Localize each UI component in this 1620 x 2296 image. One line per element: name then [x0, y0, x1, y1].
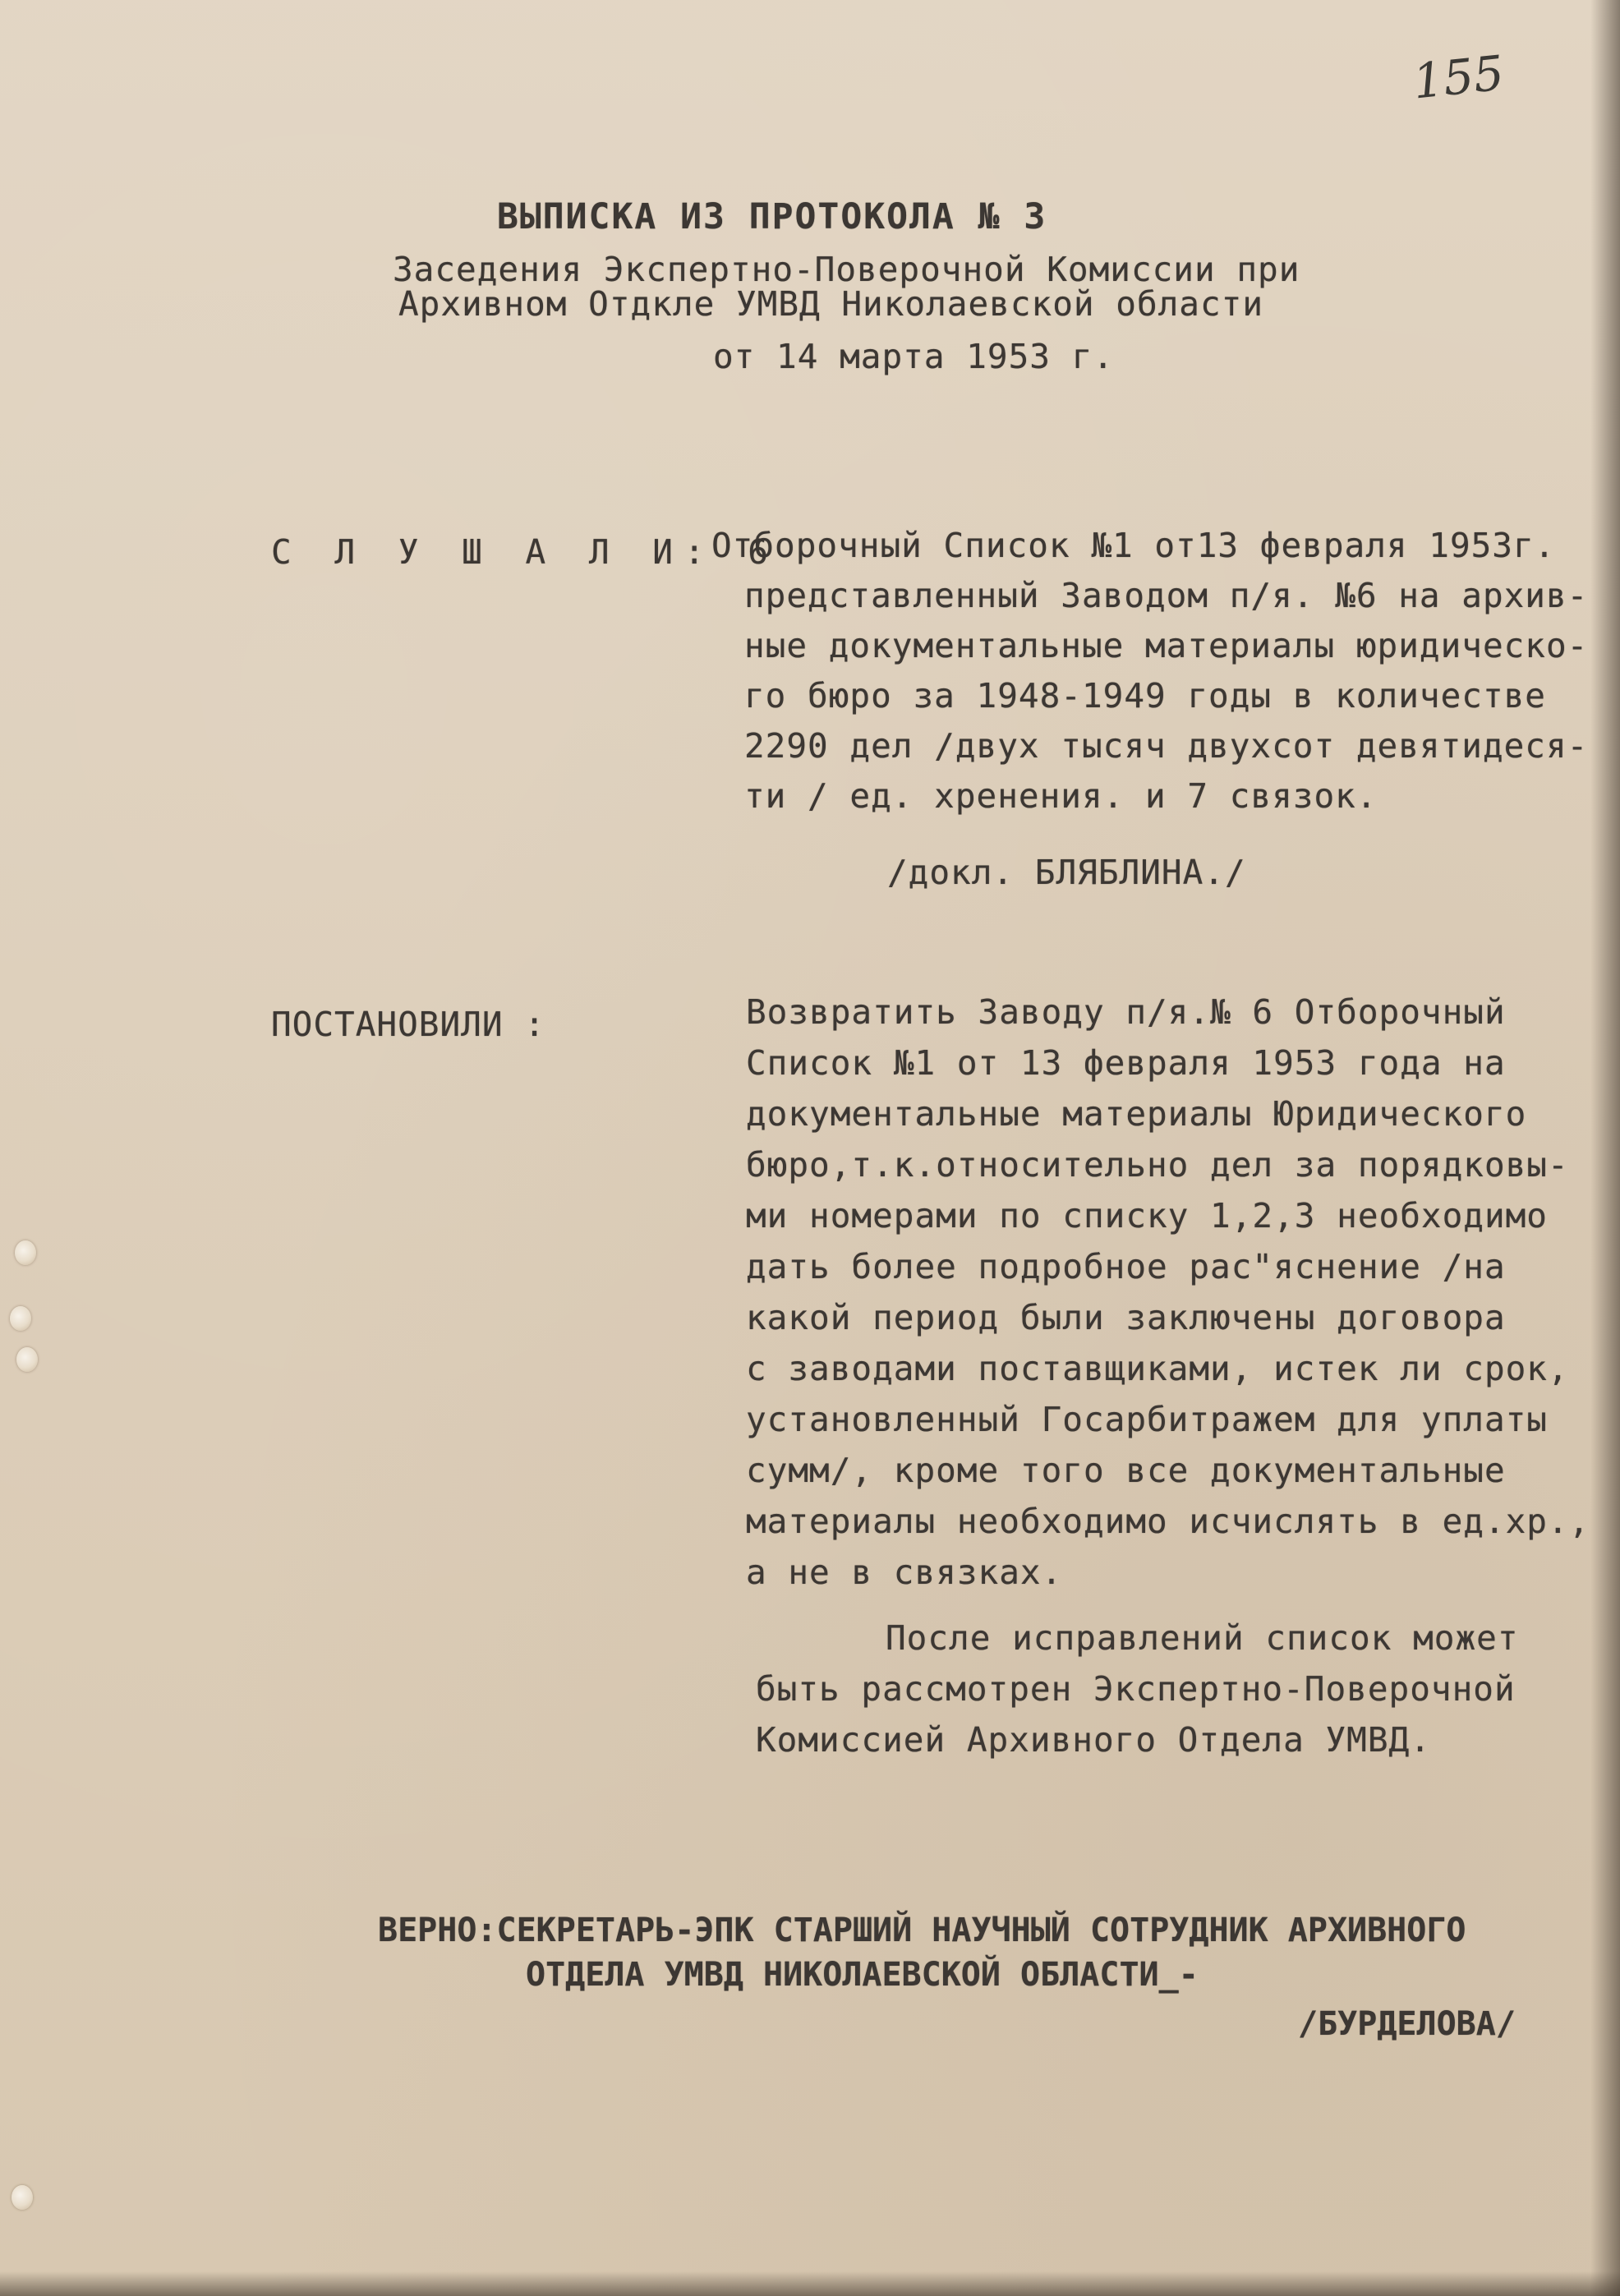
resolved-line: а не в связках. [746, 1553, 1063, 1592]
punch-hole [16, 1347, 38, 1372]
resolved-line: материалы необходимо исчислять в ед.хр., [746, 1502, 1590, 1541]
header-line-1: Заседения Экспертно-Поверочной Комиссии при [393, 250, 1300, 289]
heard-line: Отборочный Список №1 от13 февраля 1953г. [711, 526, 1556, 565]
page-number: 155 [1410, 44, 1507, 110]
header-date: от 14 марта 1953 г. [713, 337, 1114, 376]
resolved-after-line: Комиссией Архивного Отдела УМВД. [756, 1720, 1431, 1760]
heard-label: С Л У Ш А Л И: 6 [271, 532, 780, 572]
heard-line: 2290 дел /двух тысяч двухсот девятидеся- [744, 726, 1589, 766]
resolved-label: ПОСТАНОВИЛИ : [271, 1005, 545, 1044]
heard-line: ти / ед. хренения. и 7 связок. [744, 776, 1378, 816]
resolved-line: сумм/, кроме того все документальные [746, 1451, 1506, 1490]
page-edge-shadow [1590, 0, 1620, 2296]
punch-hole [10, 1306, 31, 1331]
heard-line: ные документальные материалы юридическо- [744, 626, 1589, 665]
punch-hole [15, 1240, 36, 1265]
punch-hole [12, 2185, 33, 2210]
resolved-line: с заводами поставщиками, истек ли срок, [746, 1349, 1569, 1388]
resolved-line: Список №1 от 13 февраля 1953 года на [746, 1043, 1506, 1083]
resolved-line: документальные материалы Юридического [746, 1094, 1527, 1134]
header-line-2: Архивном Отдкле УМВД Николаевской области [398, 284, 1264, 324]
heard-line: го бюро за 1948-1949 годы в количестве [744, 676, 1546, 715]
certification-name: /БУРДЕЛОВА/ [1298, 2005, 1516, 2043]
heard-line: представленный Заводом п/я. №6 на архив- [744, 576, 1589, 615]
heard-speaker: /докл. БЛЯБЛИНА./ [887, 853, 1246, 892]
resolved-after-line: После исправлений список может [886, 1618, 1519, 1658]
resolved-after-line: быть рассмотрен Экспертно-Поверочной [756, 1669, 1516, 1709]
certification-line-1: ВЕРНО:СЕКРЕТАРЬ-ЭПК СТАРШИЙ НАУЧНЫЙ СОТРУДНИК АРХИВНОГО [378, 1912, 1466, 1949]
resolved-line: какой период были заключены договора [746, 1298, 1506, 1337]
resolved-line: установленный Госарбитражем для уплаты [746, 1400, 1548, 1439]
resolved-line: ми номерами по списку 1,2,3 необходимо [746, 1196, 1548, 1235]
document-title: ВЫПИСКА ИЗ ПРОТОКОЛА № 3 [497, 196, 1047, 237]
page-bottom-shadow [0, 2271, 1620, 2296]
resolved-line: Возвратить Заводу п/я.№ 6 Отборочный [746, 992, 1506, 1032]
resolved-line: дать более подробное рас"яснение /на [746, 1247, 1506, 1286]
resolved-line: бюро,т.к.относительно дел за порядковы- [746, 1145, 1569, 1185]
certification-line-2: ОТДЕЛА УМВД НИКОЛАЕВСКОЙ ОБЛАСТИ_- [526, 1956, 1199, 1994]
